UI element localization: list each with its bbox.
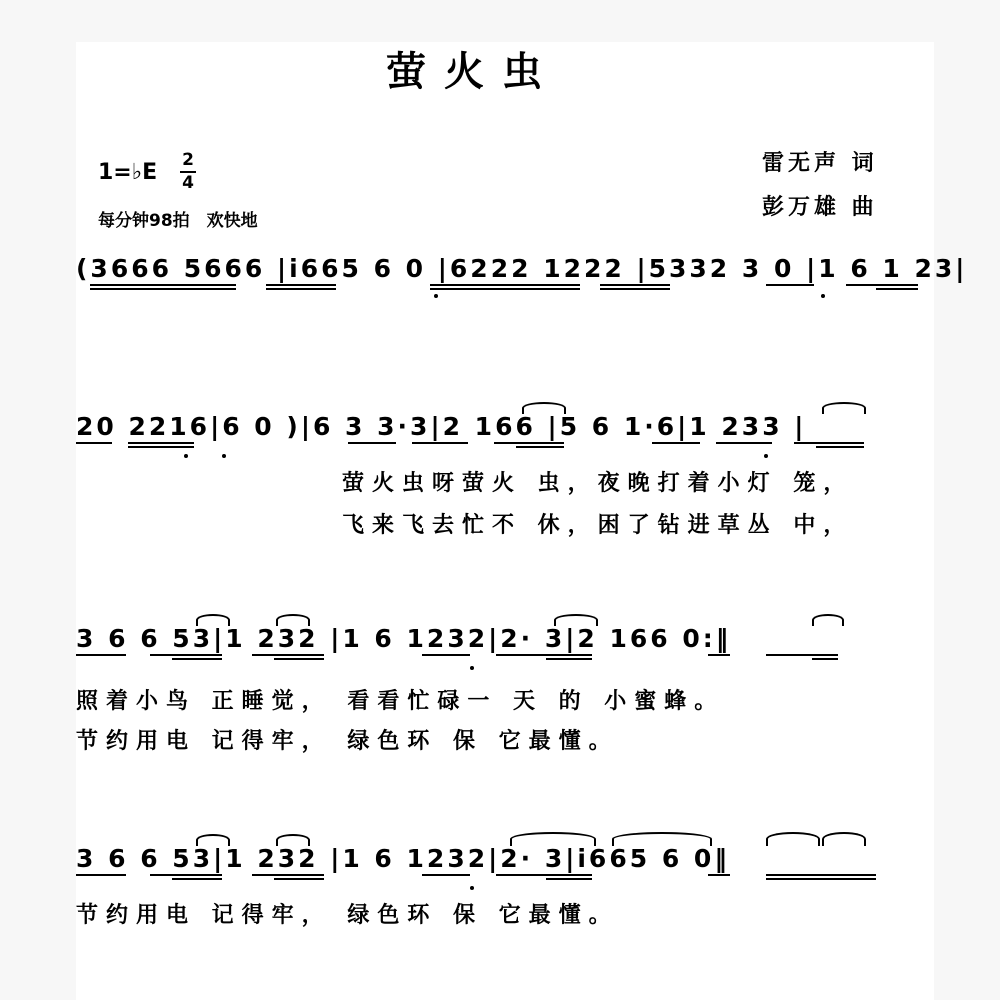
tempo-marking: 每分钟98拍 欢快地 <box>98 211 258 231</box>
time-signature <box>180 152 196 192</box>
time-numerator: 2 <box>182 150 194 170</box>
staff-system-2 <box>76 412 934 472</box>
lyric-line-5: 节约用电 记得牢， 绿色环 保 它最懂。 <box>76 902 619 928</box>
notation-line-4: 3 6 6 53|1 232 |1 6 1232|2· 3|i665 6 0‖ <box>76 844 730 873</box>
notation-line-1: (3666 5666 |i665 6 0 |6222 1222 |5332 3 0 |1 6 1 23| <box>76 254 968 283</box>
lyric-line-2: 飞来飞去忙不 休，困了钻进草丛 中， <box>342 512 854 538</box>
time-denominator: 4 <box>182 173 194 193</box>
composer-credit: 彭万雄 曲 <box>762 195 878 220</box>
notation-line-2: 20 2216|6 0 )|6 3 3·3|2 166 |5 6 1·6|1 233 | <box>76 412 807 441</box>
staff-system-3 <box>76 624 934 684</box>
song-title: 萤火虫 <box>386 49 560 95</box>
notation-line-3: 3 6 6 53|1 232 |1 6 1232|2· 3|2 166 0:‖ <box>76 624 732 653</box>
lyricist-credit: 雷无声 词 <box>762 151 878 176</box>
lyric-line-1: 萤火虫呀萤火 虫，夜晚打着小灯 笼， <box>342 470 854 496</box>
lyric-line-3: 照着小鸟 正睡觉， 看看忙碌一 天 的 小蜜蜂。 <box>76 688 725 714</box>
staff-system-1 <box>76 254 968 314</box>
staff-system-4 <box>76 844 934 904</box>
lyric-line-4: 节约用电 记得牢， 绿色环 保 它最懂。 <box>76 728 619 754</box>
key-signature: 1=♭E <box>98 160 158 185</box>
